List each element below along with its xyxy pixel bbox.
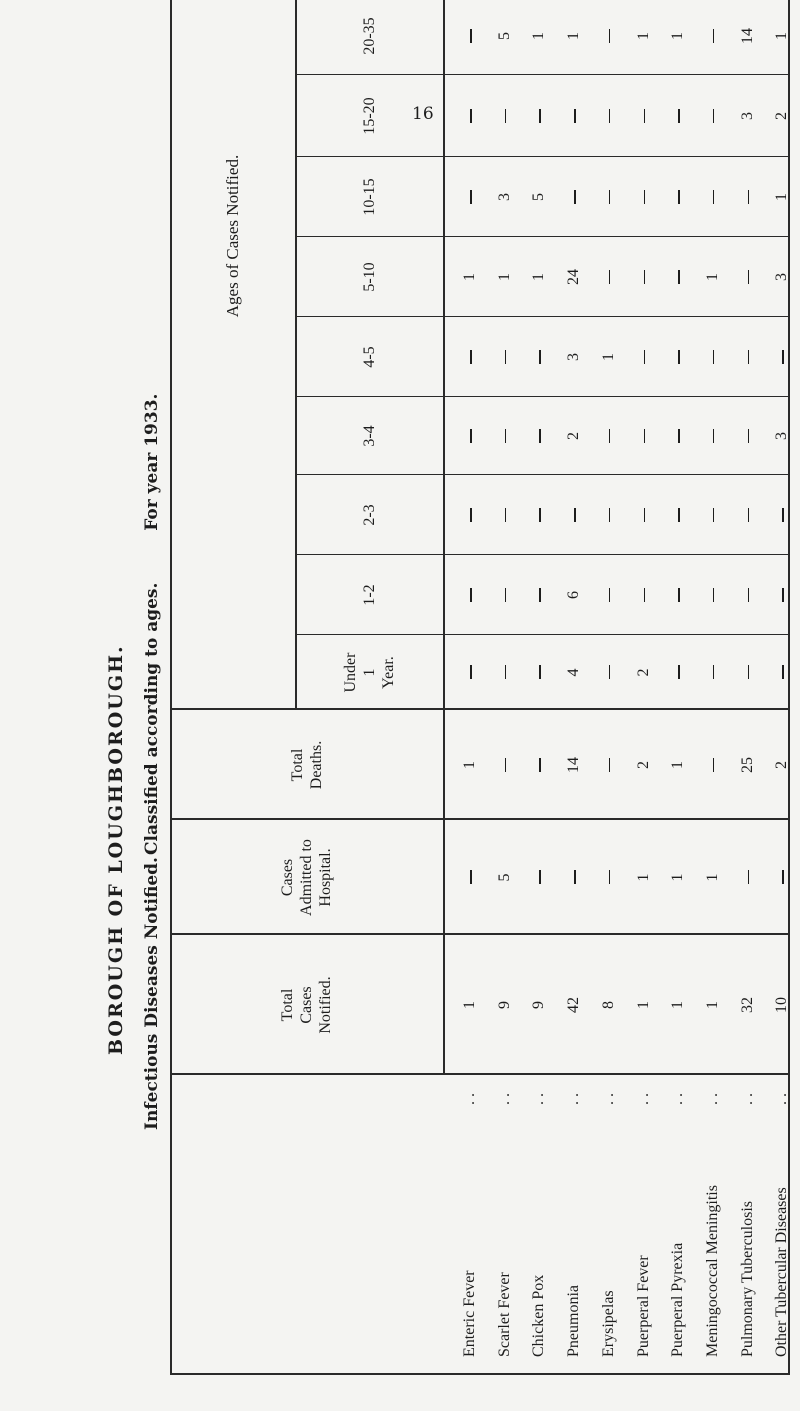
header-age-3-line: 3-4: [360, 425, 378, 447]
deaths-count: 25: [738, 757, 756, 773]
header-total-notified-line: Total: [279, 988, 296, 1022]
empty-dash: [539, 429, 541, 443]
empty-dash: [678, 429, 680, 443]
empty-dash: [539, 588, 541, 602]
age-count: 1: [565, 32, 583, 40]
header-age-7-line: 15-20: [360, 97, 378, 135]
header-age-0: [295, 635, 443, 710]
disease-name: Pulmonary Tuberculosis: [738, 1200, 756, 1357]
title-main: BOROUGH OF LOUGHBOROUGH.: [105, 644, 127, 1055]
empty-dash: [782, 508, 784, 522]
empty-dash: [678, 190, 680, 204]
empty-dash: [748, 270, 750, 284]
empty-dash: [713, 29, 715, 43]
header-age-7: [295, 75, 443, 157]
empty-dash: [470, 429, 472, 443]
age-count: 1: [669, 32, 687, 40]
leader-dots: . .: [669, 1093, 687, 1105]
empty-dash: [713, 109, 715, 123]
age-count: 4: [565, 668, 583, 677]
disease-name: Meningococcal Meningitis: [703, 1185, 721, 1357]
age-count: 2: [634, 668, 652, 677]
disease-name: Puerperal Fever: [634, 1255, 652, 1357]
age-count: 3: [495, 193, 513, 201]
notified-count: 1: [634, 1001, 652, 1009]
empty-dash: [609, 871, 611, 885]
empty-dash: [539, 350, 541, 364]
empty-dash: [539, 508, 541, 522]
empty-dash: [505, 429, 507, 443]
empty-dash: [678, 109, 680, 123]
empty-dash: [713, 508, 715, 522]
title-subtitle: Infectious Diseases Notified.: [142, 857, 162, 1130]
age-count: 1: [599, 353, 617, 361]
header-age-1-line: 1-2: [360, 584, 378, 606]
empty-dash: [609, 190, 611, 204]
empty-dash: [470, 871, 472, 885]
empty-dash: [505, 666, 507, 680]
header-age-8: [295, 0, 443, 75]
age-count: 1: [495, 273, 513, 281]
disease-name: Pneumonia: [565, 1285, 583, 1357]
leader-dots: . .: [703, 1093, 721, 1105]
empty-dash: [748, 871, 750, 885]
deaths-count: 2: [773, 761, 791, 769]
header-total-deaths: [170, 710, 443, 820]
empty-dash: [713, 350, 715, 364]
admitted-count: 1: [669, 873, 687, 882]
empty-dash: [644, 429, 646, 443]
header-age-2: [295, 475, 443, 555]
empty-dash: [782, 588, 784, 602]
empty-dash: [470, 588, 472, 602]
empty-dash: [678, 350, 680, 364]
header-age-0-line: Year.: [379, 656, 397, 689]
empty-dash: [748, 350, 750, 364]
empty-dash: [505, 588, 507, 602]
empty-dash: [748, 429, 750, 443]
disease-name: Other Tubercular Diseases: [773, 1187, 791, 1357]
empty-dash: [505, 109, 507, 123]
age-count: 6: [565, 591, 583, 599]
header-age-8-line: 20-35: [360, 17, 378, 55]
header-age-6-line: 10-15: [360, 178, 378, 216]
age-count: 1: [773, 32, 791, 40]
header-ages-group: Ages of Cases Notified.: [223, 154, 242, 318]
admitted-count: 5: [495, 873, 513, 882]
age-count: 3: [773, 273, 791, 281]
empty-dash: [644, 588, 646, 602]
empty-dash: [713, 190, 715, 204]
empty-dash: [574, 109, 576, 123]
header-admitted-hospital-line: Cases: [279, 858, 296, 897]
deaths-count: 2: [634, 761, 652, 769]
notified-count: 1: [669, 1001, 687, 1009]
disease-name: Erysipelas: [599, 1290, 617, 1357]
header-separator: [443, 0, 445, 1075]
empty-dash: [782, 350, 784, 364]
header-age-0-line: Under: [341, 652, 359, 693]
empty-dash: [609, 508, 611, 522]
disease-name: Enteric Fever: [461, 1270, 478, 1357]
notified-count: 42: [565, 997, 583, 1013]
empty-dash: [574, 871, 576, 885]
empty-dash: [539, 871, 541, 885]
leader-dots: . .: [565, 1093, 583, 1105]
empty-dash: [644, 508, 646, 522]
header-age-6: [295, 157, 443, 237]
header-total-deaths-line: Total: [288, 748, 306, 782]
age-count: 1: [530, 32, 548, 40]
header-age-4-line: 4-5: [360, 346, 378, 368]
age-count: 1: [634, 32, 652, 40]
empty-dash: [644, 270, 646, 284]
empty-dash: [782, 871, 784, 885]
header-age-4: [295, 317, 443, 397]
empty-dash: [748, 666, 750, 680]
title-year: For year 1933.: [142, 393, 162, 531]
header-age-5: [295, 237, 443, 317]
notified-count: 1: [461, 1001, 478, 1009]
age-count: 5: [530, 193, 548, 201]
header-admitted-hospital: [170, 820, 443, 935]
title-classification: Classified according to ages.: [142, 582, 162, 855]
disease-name: Chicken Pox: [530, 1274, 548, 1357]
age-count: 1: [530, 273, 548, 281]
empty-dash: [713, 758, 715, 772]
empty-dash: [748, 508, 750, 522]
empty-dash: [644, 109, 646, 123]
leader-dots: . .: [738, 1093, 756, 1105]
header-age-5-line: 5-10: [360, 262, 378, 292]
empty-dash: [574, 190, 576, 204]
disease-name: Scarlet Fever: [495, 1272, 513, 1357]
empty-dash: [470, 29, 472, 43]
empty-dash: [609, 666, 611, 680]
leader-dots: . .: [495, 1093, 513, 1105]
empty-dash: [748, 190, 750, 204]
empty-dash: [470, 109, 472, 123]
leader-dots: . .: [530, 1093, 548, 1105]
notified-count: 32: [738, 997, 756, 1013]
empty-dash: [539, 758, 541, 772]
empty-dash: [609, 29, 611, 43]
header-age-1: [295, 555, 443, 635]
header-age-3: [295, 397, 443, 475]
header-total-deaths-line: Deaths.: [307, 740, 325, 790]
deaths-count: 14: [565, 757, 583, 773]
empty-dash: [609, 429, 611, 443]
age-count: 3: [773, 432, 791, 440]
header-total-notified-line: Notified.: [317, 976, 334, 1034]
leader-dots: . .: [634, 1093, 652, 1105]
age-count: 1: [773, 193, 791, 201]
empty-dash: [644, 190, 646, 204]
admitted-count: 1: [634, 873, 652, 882]
notified-count: 9: [495, 1001, 513, 1009]
admitted-count: 1: [703, 873, 721, 882]
empty-dash: [539, 666, 541, 680]
notified-count: 1: [703, 1001, 721, 1009]
empty-dash: [470, 666, 472, 680]
notified-count: 8: [599, 1001, 617, 1009]
age-count: 5: [495, 32, 513, 40]
empty-dash: [574, 508, 576, 522]
deaths-count: 1: [669, 761, 687, 769]
empty-dash: [713, 429, 715, 443]
age-count: 1: [461, 273, 478, 281]
page-number: 16: [412, 104, 434, 124]
age-count: 3: [565, 353, 583, 361]
empty-dash: [539, 109, 541, 123]
age-count: 2: [773, 112, 791, 120]
notified-count: 9: [530, 1001, 548, 1009]
leader-dots: . .: [461, 1093, 478, 1105]
empty-dash: [713, 666, 715, 680]
disease-name: Puerperal Pyrexia: [669, 1242, 687, 1357]
empty-dash: [748, 588, 750, 602]
empty-dash: [505, 350, 507, 364]
empty-dash: [609, 270, 611, 284]
leader-dots: . .: [773, 1093, 791, 1105]
empty-dash: [470, 350, 472, 364]
empty-dash: [678, 508, 680, 522]
header-total-notified-line: Cases: [298, 986, 315, 1024]
title-subtitle-classification: [142, 394, 162, 855]
empty-dash: [609, 758, 611, 772]
header-age-2-line: 2-3: [360, 504, 378, 526]
header-total-notified: [170, 935, 443, 1075]
header-age-0-line: 1: [360, 668, 378, 677]
age-count: 24: [565, 269, 583, 285]
age-count: 14: [738, 28, 756, 44]
empty-dash: [644, 350, 646, 364]
empty-dash: [505, 758, 507, 772]
age-count: 2: [565, 432, 583, 440]
empty-dash: [713, 588, 715, 602]
empty-dash: [505, 508, 507, 522]
notified-count: 10: [773, 997, 791, 1013]
deaths-count: 1: [461, 761, 478, 769]
age-count: 1: [703, 273, 721, 281]
age-count: 3: [738, 112, 756, 120]
table-border-left: [170, 1373, 790, 1375]
empty-dash: [678, 588, 680, 602]
header-admitted-hospital-line: Admitted to: [298, 839, 315, 916]
empty-dash: [470, 508, 472, 522]
empty-dash: [609, 109, 611, 123]
empty-dash: [470, 190, 472, 204]
empty-dash: [678, 270, 680, 284]
header-admitted-hospital-line: Hospital.: [317, 848, 334, 907]
leader-dots: . .: [599, 1093, 617, 1105]
empty-dash: [678, 666, 680, 680]
empty-dash: [609, 588, 611, 602]
empty-dash: [782, 666, 784, 680]
